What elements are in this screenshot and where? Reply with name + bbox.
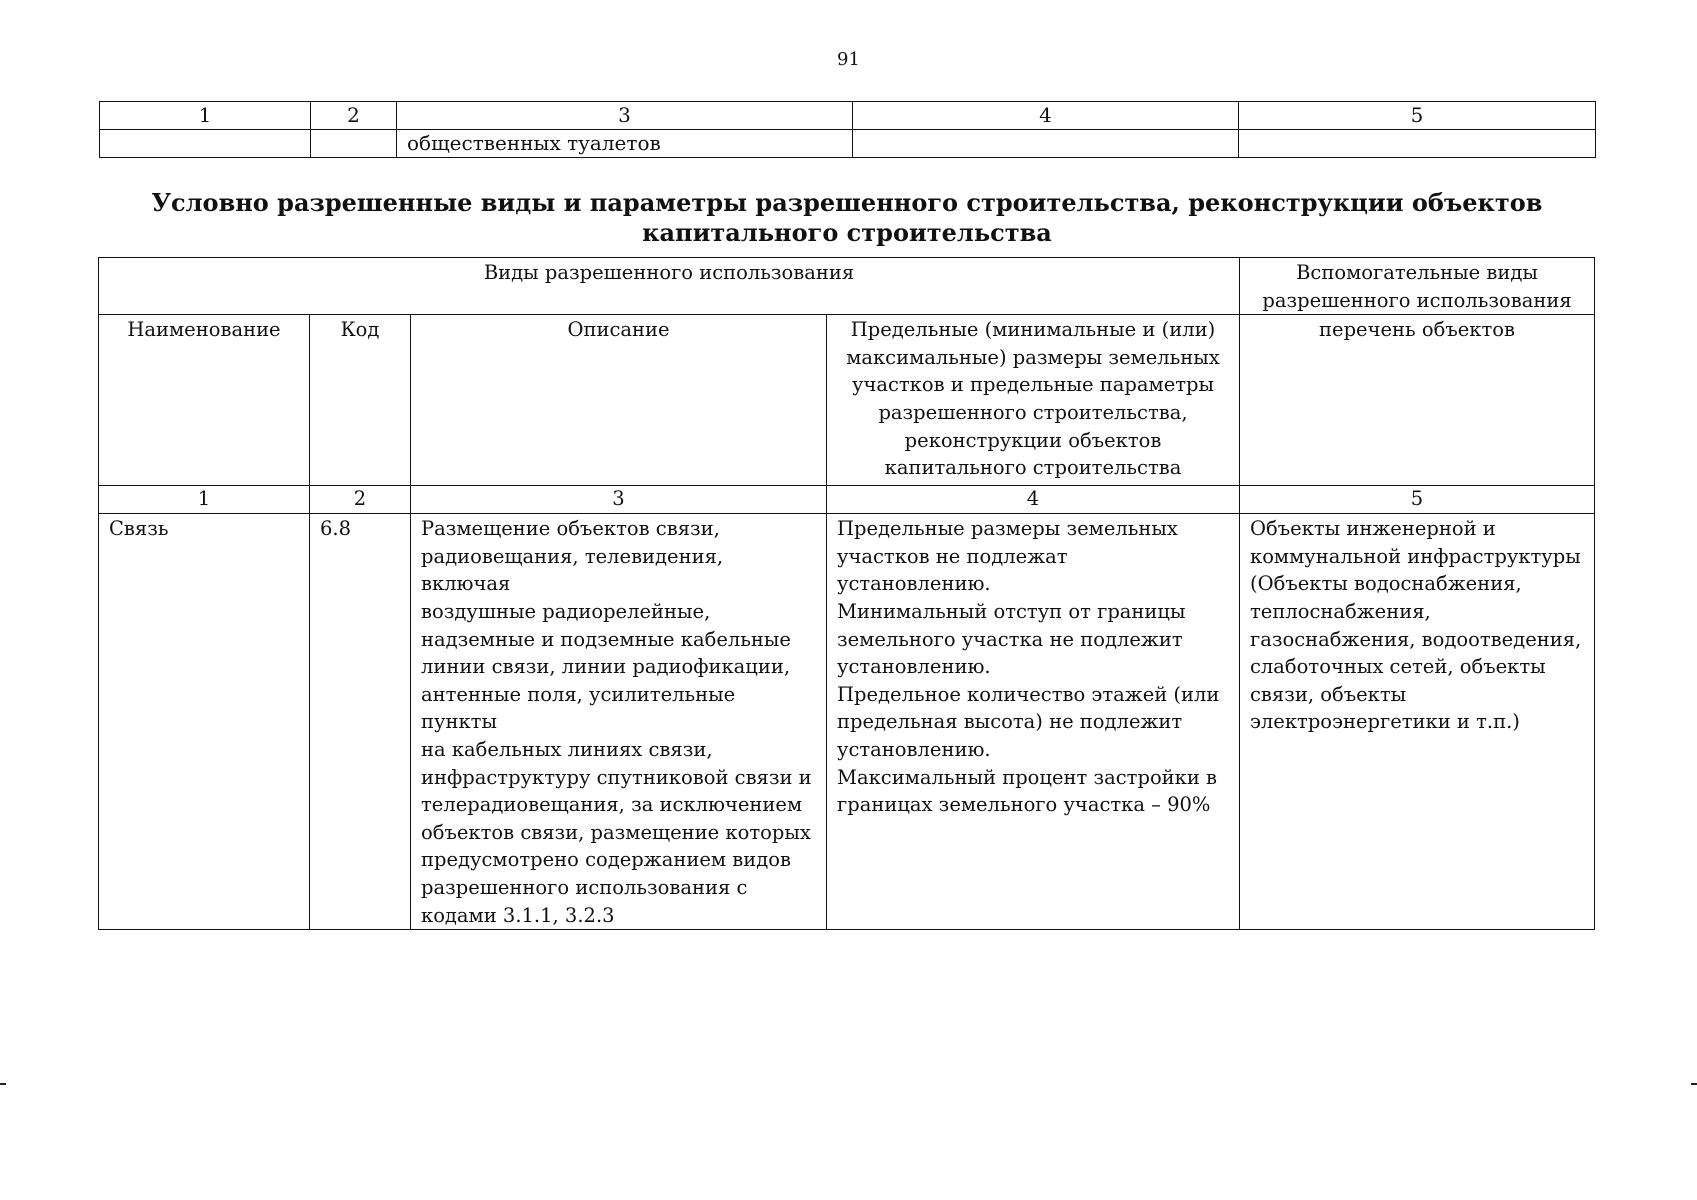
table-row xyxy=(99,514,1595,930)
section-title: Условно разрешенные виды и параметры разрешенного строительства, реконструкции объектов капитального строительства xyxy=(151,188,1543,247)
column-header-name: Наименование xyxy=(99,315,310,486)
column-header-row xyxy=(99,315,1595,486)
column-header-description: Описание xyxy=(411,315,827,486)
column-number: 2 xyxy=(310,486,411,514)
use-limits-cell: Предельные размеры земельных участков не подлежат установлению. Минимальный отступ от границы земельного участка не подлежит установлению. Предельное количество этажей (или предельная высота) не подлежит установлению. Максимальный процент застройки в границах земельного участка – 90% xyxy=(827,514,1240,930)
group-header-permitted-use: Виды разрешенного использования xyxy=(99,258,1240,315)
use-name-cell: Связь xyxy=(99,514,310,930)
column-number: 4 xyxy=(827,486,1240,514)
group-header-row xyxy=(99,258,1595,315)
column-header-limits: Предельные (минимальные и (или) максимальные) размеры земельных участков и предельные параметры разрешенного строительства, реконструкции объектов капитального строительства xyxy=(827,315,1240,486)
column-number: 3 xyxy=(397,102,853,130)
column-number-row xyxy=(99,486,1595,514)
use-description-cell: Размещение объектов связи, радиовещания, телевидения, включая воздушные радиорелейные, надземные и подземные кабельные линии связи, линии радиофикации, антенные поля, усилительные пункты на кабельных линиях связи, инфраструктуру спутниковой связи и телерадиовещания, за исключением объектов связи, размещение которых предусмотрено содержанием видов разрешенного использования с кодами 3.1.1, 3.2.3 xyxy=(411,514,827,930)
scan-edge-mark-left xyxy=(0,1083,6,1085)
scan-edge-mark-right xyxy=(1691,1083,1697,1085)
table-cell xyxy=(853,130,1239,158)
table-cell xyxy=(100,130,311,158)
column-number: 5 xyxy=(1239,102,1596,130)
column-header-aux-list: перечень объектов xyxy=(1240,315,1595,486)
auxiliary-objects-cell: Объекты инженерной и коммунальной инфраструктуры (Объекты водоснабжения, теплоснабжения, газоснабжения, водоотведения, слаботочных сетей, объекты связи, объекты электроэнергетики и т.п.) xyxy=(1240,514,1595,930)
column-header-code: Код xyxy=(310,315,411,486)
continuation-header-row xyxy=(100,102,1596,130)
column-number: 3 xyxy=(411,486,827,514)
table-cell xyxy=(311,130,397,158)
column-number: 2 xyxy=(311,102,397,130)
column-number: 1 xyxy=(100,102,311,130)
column-number: 5 xyxy=(1240,486,1595,514)
group-header-auxiliary-use: Вспомогательные виды разрешенного использования xyxy=(1240,258,1595,315)
table-cell: общественных туалетов xyxy=(397,130,853,158)
table-row xyxy=(100,130,1596,158)
continuation-table xyxy=(99,101,1596,158)
table-cell xyxy=(1239,130,1596,158)
column-number: 1 xyxy=(99,486,310,514)
use-code-cell: 6.8 xyxy=(310,514,411,930)
page-number: 91 xyxy=(837,49,860,70)
permitted-use-table xyxy=(98,257,1595,930)
column-number: 4 xyxy=(853,102,1239,130)
